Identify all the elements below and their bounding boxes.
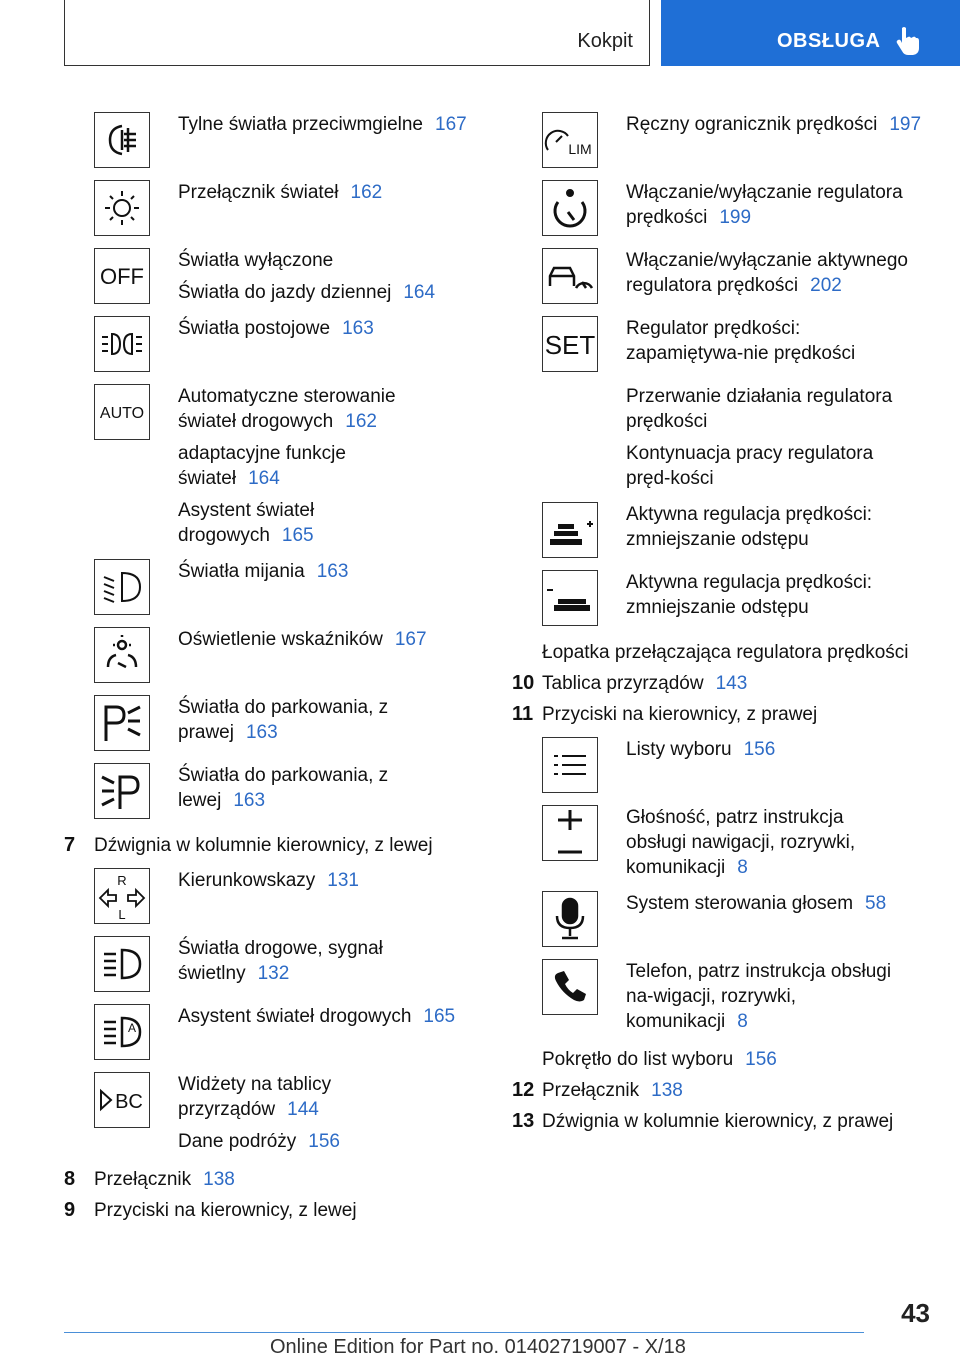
high-beam-assist-icon — [94, 1004, 150, 1060]
active-cruise-icon — [542, 248, 598, 304]
page-ref[interactable]: 167 — [394, 629, 427, 650]
svg-text:SET: SET — [544, 330, 596, 360]
numbered-item — [512, 1078, 942, 1103]
page-ref[interactable]: 163 — [316, 561, 349, 582]
volume-icon — [542, 805, 598, 861]
list-item — [64, 864, 484, 932]
auto-icon — [94, 384, 150, 440]
entry-text: System sterowania głosem — [626, 893, 854, 914]
parking-lights-icon — [94, 316, 150, 372]
list-item — [64, 1068, 484, 1161]
entry-text: Dane podróży — [178, 1131, 297, 1152]
page-ref[interactable]: 144 — [287, 1099, 319, 1120]
phone-icon — [542, 959, 598, 1015]
cruise-control-icon — [542, 180, 598, 236]
svg-text:LIM: LIM — [568, 141, 592, 157]
entry-text: Światła do parkowania, z prawej — [178, 697, 389, 743]
header-section-label: Kokpit — [577, 30, 633, 52]
entry-text: Regulator prędkości: zapamiętywa-nie prędkości — [626, 318, 856, 364]
list-item — [64, 691, 484, 759]
entry-text: Włączanie/wyłączanie aktywnego regulatora prędkości — [626, 250, 908, 296]
right-column — [512, 108, 942, 1140]
numbered-item — [512, 702, 942, 727]
page-ref[interactable]: 167 — [435, 114, 467, 135]
entry-text: Światła postojowe — [178, 318, 331, 339]
page-ref[interactable]: 131 — [327, 870, 359, 891]
footer-divider — [64, 1332, 864, 1333]
high-beam-icon — [94, 936, 150, 992]
item-text: Dźwignia w kolumnie kierownicy, z prawej — [542, 1111, 894, 1132]
list-item — [64, 312, 484, 380]
entry-text: Głośność, patrz instrukcja obsługi nawigacji, rozrywki, komunikacji — [626, 807, 856, 878]
page-ref[interactable]: 165 — [423, 1006, 456, 1027]
entry-text: Przełącznik świateł — [178, 182, 339, 203]
parking-left-icon — [94, 763, 150, 819]
page-ref[interactable]: 164 — [403, 282, 436, 303]
svg-text:BC: BC — [115, 1091, 143, 1113]
svg-text:A: A — [127, 1021, 137, 1035]
instrument-lighting-icon — [94, 627, 150, 683]
numbered-item — [64, 1167, 484, 1192]
parking-right-icon — [94, 695, 150, 751]
distance-plus-icon — [542, 502, 598, 558]
set-icon — [542, 316, 598, 372]
list-item — [512, 498, 942, 566]
item-text: Przyciski na kierownicy, z prawej — [542, 704, 818, 725]
entry-text: Łopatka przełączająca regulatora prędkości — [542, 642, 909, 663]
header-tab[interactable] — [661, 0, 960, 66]
item-number: 9 — [64, 1199, 76, 1221]
list-item — [64, 932, 484, 1000]
item-number: 7 — [64, 834, 76, 856]
list-item — [512, 380, 942, 498]
list-item — [512, 566, 942, 634]
page-ref[interactable]: 156 — [308, 1131, 340, 1152]
entry-text: Światła do parkowania, z lewej — [178, 765, 389, 811]
entry-text: Światła do jazdy dziennej — [178, 282, 392, 303]
entry-text: Światła mijania — [178, 561, 305, 582]
item-text: Dźwignia w kolumnie kierownicy, z lewej — [94, 835, 433, 856]
numbered-item — [64, 1198, 484, 1223]
page-ref[interactable]: 8 — [737, 857, 748, 878]
header-tab-label: OBSŁUGA — [777, 30, 881, 52]
entry-text: Listy wyboru — [626, 739, 732, 760]
thumbwheel-label — [512, 1047, 942, 1072]
entry-text: Światła wyłączone — [178, 250, 334, 271]
item-text: Przełącznik — [542, 1080, 640, 1101]
no-icon — [542, 384, 598, 440]
entry-text: Automatyczne sterowanie świateł drogowych — [178, 386, 396, 432]
page-ref[interactable]: 138 — [651, 1080, 683, 1101]
list-item — [512, 801, 942, 887]
page-ref[interactable]: 199 — [719, 207, 752, 228]
list-item — [512, 244, 942, 312]
turn-signals-icon — [94, 868, 150, 924]
list-item — [64, 380, 484, 555]
speed-limiter-icon — [542, 112, 598, 168]
list-item — [64, 759, 484, 827]
entry-text: Oświetlenie wskaźników — [178, 629, 383, 650]
list-item — [64, 555, 484, 623]
page-ref[interactable]: 197 — [889, 114, 922, 135]
list-item — [64, 1000, 484, 1068]
list-item — [64, 244, 484, 312]
list-item — [64, 623, 484, 691]
svg-text:OFF: OFF — [100, 264, 144, 289]
page-ref[interactable]: 156 — [745, 1049, 777, 1070]
entry-text: Przerwanie działania regulatora prędkości — [626, 386, 893, 432]
page-ref[interactable]: 165 — [281, 525, 314, 546]
item-number: 13 — [512, 1110, 535, 1132]
entry-text: Asystent świateł drogowych — [178, 500, 315, 546]
entry-text: Włączanie/wyłączanie regulatora prędkości — [626, 182, 903, 228]
rear-fog-light-icon — [94, 112, 150, 168]
page-ref[interactable]: 143 — [715, 673, 748, 694]
page-ref[interactable]: 202 — [810, 275, 842, 296]
entry-text: Aktywna regulacja prędkości: zmniejszanie odstępu — [626, 504, 873, 550]
light-switch-icon — [94, 180, 150, 236]
item-number: 8 — [64, 1168, 76, 1190]
page-ref[interactable]: 164 — [248, 468, 280, 489]
list-item — [64, 108, 484, 176]
list-item — [512, 955, 942, 1041]
list-item — [512, 733, 942, 801]
entry-text: Aktywna regulacja prędkości: zmniejszanie odstępu — [626, 572, 873, 618]
entry-text: Pokrętło do list wyboru — [542, 1049, 734, 1070]
low-beam-icon — [94, 559, 150, 615]
entry-text: Kierunkowskazy — [178, 870, 316, 891]
page-ref[interactable]: 163 — [245, 722, 278, 743]
page-ref[interactable]: 8 — [737, 1011, 748, 1032]
item-number: 12 — [512, 1079, 535, 1101]
page-ref[interactable]: 58 — [865, 893, 887, 914]
list-item — [512, 312, 942, 380]
page-ref[interactable]: 162 — [350, 182, 383, 203]
entry-text: Widżety na tablicy przyrządów — [178, 1074, 332, 1120]
list-icon — [542, 737, 598, 793]
left-column — [64, 108, 484, 1229]
page-ref[interactable]: 138 — [203, 1169, 235, 1190]
list-item — [512, 887, 942, 955]
page-ref[interactable]: 163 — [342, 318, 374, 339]
svg-text:AUTO: AUTO — [99, 405, 145, 422]
page-ref[interactable]: 132 — [257, 963, 290, 984]
entry-text: Ręczny ogranicznik prędkości — [626, 114, 878, 135]
page-number: 43 — [901, 1298, 930, 1328]
item-text: Przyciski na kierownicy, z lewej — [94, 1200, 357, 1221]
svg-text:R: R — [117, 873, 127, 888]
bc-icon — [94, 1072, 150, 1128]
off-icon — [94, 248, 150, 304]
hand-pointer-icon — [895, 26, 921, 56]
rocker-label — [512, 640, 942, 665]
entry-text: Asystent świateł drogowych — [178, 1006, 412, 1027]
entry-text: adaptacyjne funkcje świateł — [178, 443, 346, 489]
page-ref[interactable]: 163 — [233, 790, 266, 811]
item-text: Przełącznik — [94, 1169, 192, 1190]
numbered-item — [512, 671, 942, 696]
entry-text: Kontynuacja pracy regulatora pręd-kości — [626, 443, 874, 489]
list-item — [64, 176, 484, 244]
entry-text: Tylne światła przeciwmgielne — [178, 114, 423, 135]
numbered-item — [512, 1109, 942, 1134]
item-number: 10 — [512, 672, 535, 694]
entry-text: Światła drogowe, sygnał świetlny — [178, 938, 383, 984]
list-item — [512, 108, 942, 176]
distance-minus-icon — [542, 570, 598, 626]
page-ref[interactable]: 156 — [743, 739, 776, 760]
entry-text: Telefon, patrz instrukcja obsługi na-wigacji, rozrywki, komunikacji — [626, 961, 892, 1032]
header-section — [64, 0, 650, 66]
svg-text:L: L — [118, 907, 126, 921]
footer-text: Online Edition for Part no. 01402719007 - X/18 — [270, 1336, 686, 1358]
item-number: 11 — [512, 703, 534, 725]
microphone-icon — [542, 891, 598, 947]
page-ref[interactable]: 162 — [345, 411, 377, 432]
item-text: Tablica przyrządów — [542, 673, 704, 694]
list-item — [512, 176, 942, 244]
numbered-item — [64, 833, 484, 858]
